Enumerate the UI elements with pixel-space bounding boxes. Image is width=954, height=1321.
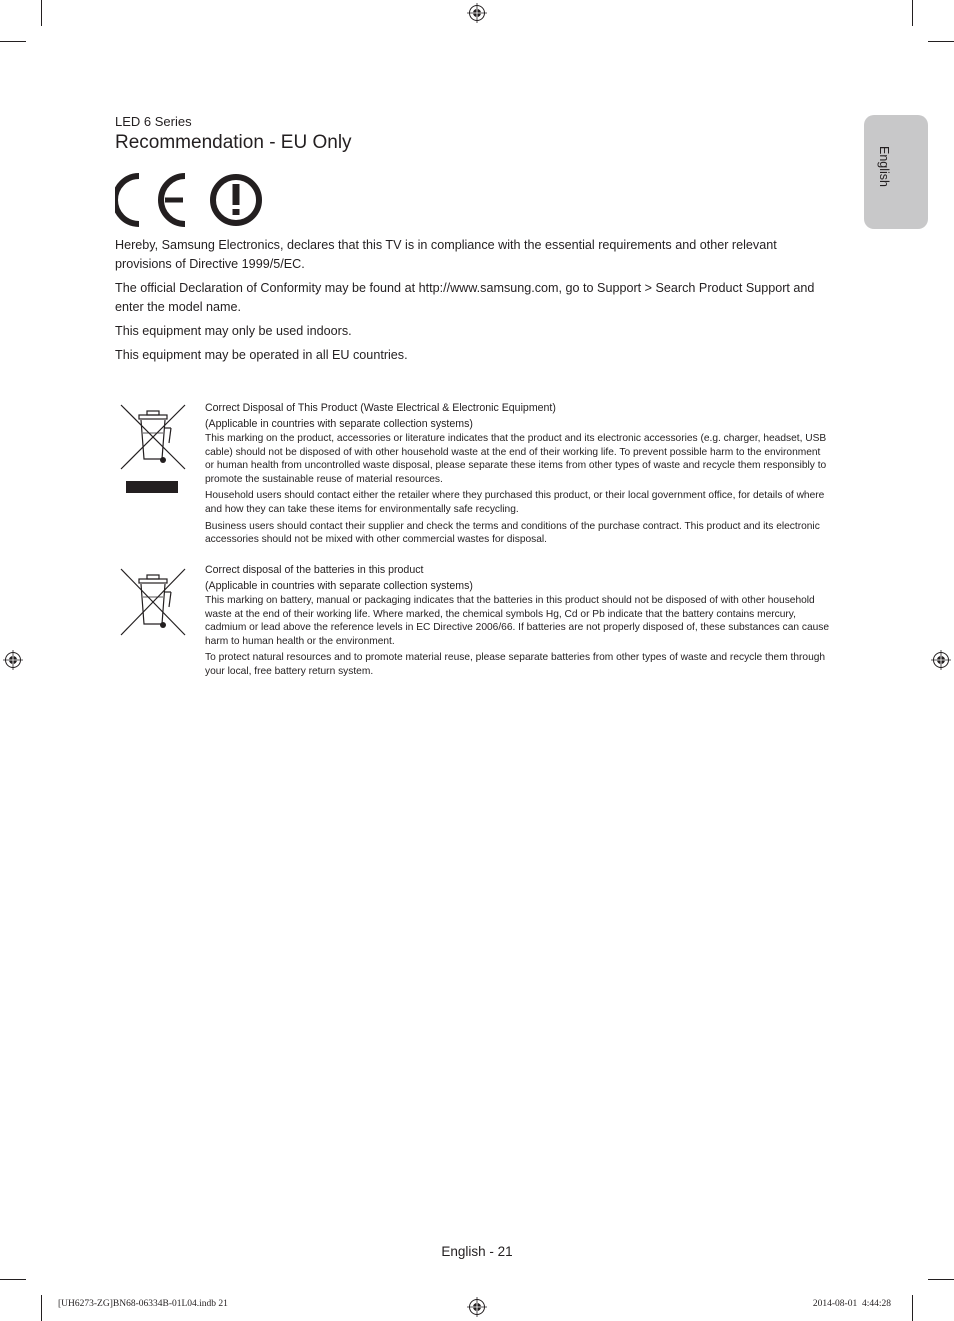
registration-mark-icon <box>931 650 951 670</box>
print-timestamp: 2014-08-01 ️ 4:44:28 <box>812 1299 891 1309</box>
declaration-paragraph: Hereby, Samsung Electronics, declares that this TV is in compliance with the essential requirements and other relevant provisions of Directive 1999/5/EC. <box>115 238 777 271</box>
registration-mark-icon <box>467 1297 487 1317</box>
page-number: English - 21 <box>441 1244 513 1259</box>
print-file-label: [UH6273-ZG]BN68-06334B-01L04.indb 21 <box>58 1299 228 1309</box>
crossed-battery-bin-icon <box>119 567 187 637</box>
indoors-paragraph: This equipment may only be used indoors. <box>115 324 352 338</box>
weee-product-subheading: (Applicable in countries with separate collection systems) <box>205 418 473 430</box>
weee-product-paragraph: Business users should contact their supplier and check the terms and conditions of the purchase contract. This product and its electronic accessories should not be mixed with other commercial wastes for disposal. <box>205 520 820 546</box>
crossed-bin-icon <box>119 403 187 495</box>
crop-mark <box>912 0 913 26</box>
compliance-text <box>115 236 830 370</box>
alert-mark-icon <box>213 177 259 223</box>
weee-product-paragraph: This marking on the product, accessories or literature indicates that the product and its electronic accessories (e.g. charger, headset, USB cable) should not be disposed of with other household waste at the end of their working life. To prevent possible harm to the environment or human health from uncontrolled waste disposal, please separate these items from other types of waste and recycle them responsibly to promote the sustainable reuse of material resources. <box>205 433 827 485</box>
language-tab-label: English <box>877 146 891 187</box>
crop-mark <box>912 1295 913 1321</box>
weee-product-paragraph: Household users should contact either the retailer where they purchased this product, or their local government office, for details of where and how they can take these items for environmentally safe recycling. <box>205 490 825 515</box>
weee-battery-paragraph: This marking on battery, manual or packaging indicates that the batteries in this product should not be disposed of with other household waste at the end of their working life. Where marked, the chemical symbols Hg, Cd or Pb indicate that the battery contains mercury, cadmium or lead above the reference levels in EC Directive 2006/66. If batteries are not properly disposed of, these substances can cause harm to human health or the environment. <box>205 595 830 647</box>
conformity-paragraph: The official Declaration of Conformity may be found at http://www.samsung.com, go to Support > Search Product Support and enter the model name. <box>115 281 815 314</box>
series-label: LED 6 Series <box>115 114 192 129</box>
page-title: Recommendation - EU Only <box>115 132 352 153</box>
eu-countries-paragraph: This equipment may be operated in all EU countries. <box>115 348 408 362</box>
weee-battery-section <box>205 562 830 682</box>
crop-mark <box>928 1279 954 1280</box>
crop-mark <box>928 41 954 42</box>
weee-product-heading: Correct Disposal of This Product (Waste Electrical & Electronic Equipment) <box>205 402 556 414</box>
crop-mark <box>0 41 26 42</box>
crop-mark <box>41 1295 42 1321</box>
weee-battery-paragraph: To protect natural resources and to promote material reuse, please separate batteries from other types of waste and recycle them through your local, free battery return system. <box>205 652 826 677</box>
weee-product-section <box>205 400 830 550</box>
ce-alert-marks <box>115 173 265 227</box>
crop-mark <box>0 1279 26 1280</box>
weee-battery-heading: Correct disposal of the batteries in this product <box>205 564 424 576</box>
weee-battery-subheading: (Applicable in countries with separate collection systems) <box>205 580 473 592</box>
registration-mark-icon <box>467 3 487 23</box>
ce-mark-icon <box>115 176 185 224</box>
crop-mark <box>41 0 42 26</box>
registration-mark-icon <box>3 650 23 670</box>
